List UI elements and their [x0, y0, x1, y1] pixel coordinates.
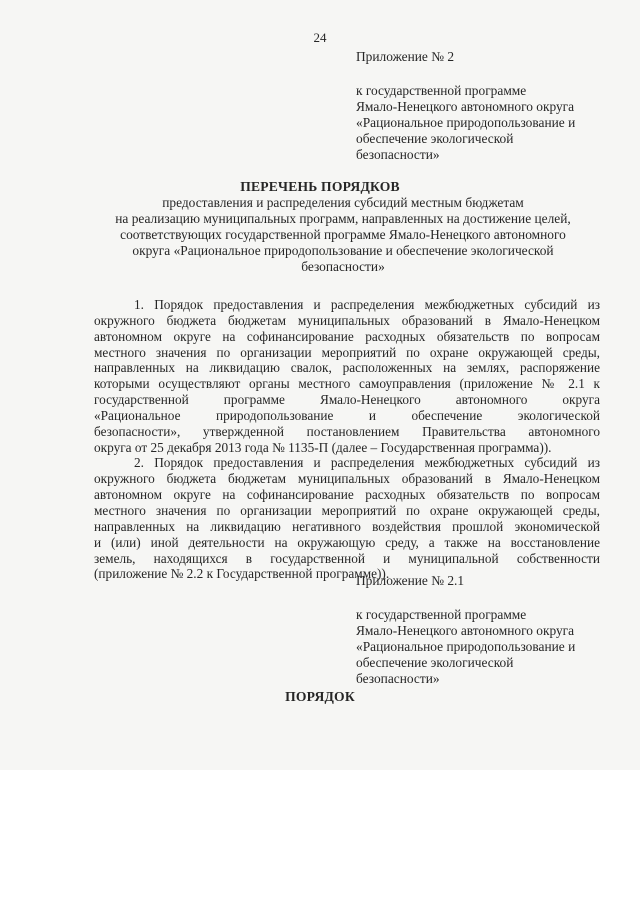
paragraph-line: и (или) иной деятельности на окружающую среду, а также на восстановление — [94, 534, 600, 550]
paragraph-line: окружного бюджета бюджетам муниципальных образований в Ямало-Ненецком — [94, 471, 600, 487]
paragraph-line: 2. Порядок предоставления и распределения межбюджетных субсидий из — [134, 455, 600, 471]
subtitle-line: округа «Рациональное природопользование и обеспечение экологической — [132, 243, 554, 258]
subtitle-line: на реализацию муниципальных программ, направленных на достижение целей, — [115, 211, 571, 226]
paragraph-line: государственной программе Ямало-Ненецкого автономного округа — [94, 392, 600, 408]
paragraph-line: земель, находящихся в государственной и муниципальной собственности — [94, 550, 600, 566]
appendix-2-block — [356, 49, 626, 163]
appendix-2-1-title: Приложение № 2.1 — [356, 573, 465, 588]
subtitle-line: безопасности» — [301, 259, 385, 274]
paragraph-line: автономном округе на софинансирование расходных обязательств по вопросам — [94, 487, 600, 503]
list-subtitle — [70, 195, 616, 275]
subtitle-line: предоставления и распределения субсидий местным бюджетам — [162, 195, 524, 210]
paragraph-line: округа от 25 декабря 2013 года № 1135-П (далее – Государственная программа)). — [94, 439, 552, 455]
page-number: 24 — [313, 30, 327, 45]
appendix-2-line: обеспечение экологической — [356, 131, 514, 146]
blank-margin — [0, 770, 640, 905]
appendix-2-1-line: безопасности» — [356, 671, 440, 686]
appendix-2-1-line: обеспечение экологической — [356, 655, 514, 670]
paragraph-line: безопасности», утвержденной постановлением Правительства автономного — [94, 423, 600, 439]
paragraph-line: «Рациональное природопользование и обеспечение экологической — [94, 407, 600, 423]
paragraph-line: местного значения по организации мероприятий по охране окружающей среды, — [94, 344, 600, 360]
appendix-2-1-line: «Рациональное природопользование и — [356, 639, 576, 654]
paragraph-line: направленных на ликвидацию негативного воздействия прошлой экономической — [94, 518, 600, 534]
appendix-2-line: «Рациональное природопользование и — [356, 115, 576, 130]
paragraph-line: (приложение № 2.2 к Государственной программе)). — [94, 566, 390, 582]
appendix-2-1-line: к государственной программе — [356, 607, 527, 622]
paragraph-line: окружного бюджета бюджетам муниципальных образований в Ямало-Ненецком — [94, 312, 600, 328]
appendix-2-1-block — [356, 573, 626, 687]
appendix-2-line: к государственной программе — [356, 83, 527, 98]
appendix-2-title: Приложение № 2 — [356, 49, 455, 64]
paragraph-line: местного значения по организации мероприятий по охране окружающей среды, — [94, 502, 600, 518]
appendix-2-1-line: Ямало-Ненецкого автономного округа — [356, 623, 575, 638]
paragraph-line: 1. Порядок предоставления и распределения межбюджетных субсидий из — [134, 297, 600, 312]
subtitle-line: соответствующих государственной программе Ямало-Ненецкого автономного — [120, 227, 566, 242]
paragraph-1 — [94, 297, 600, 582]
appendix-2-line: Ямало-Ненецкого автономного округа — [356, 99, 575, 114]
list-heading: ПЕРЕЧЕНЬ ПОРЯДКОВ — [240, 179, 400, 194]
paragraph-line: которыми осуществляют органы местного самоуправления (приложение № 2.1 к — [94, 376, 600, 392]
paragraph-line: автономном округе на софинансирование расходных обязательств по вопросам — [94, 328, 600, 344]
procedure-heading: ПОРЯДОК — [285, 689, 355, 704]
paragraph-line: направленных на ликвидацию свалок, расположенных на землях, распоряжение — [94, 360, 600, 376]
appendix-2-line: безопасности» — [356, 147, 440, 162]
